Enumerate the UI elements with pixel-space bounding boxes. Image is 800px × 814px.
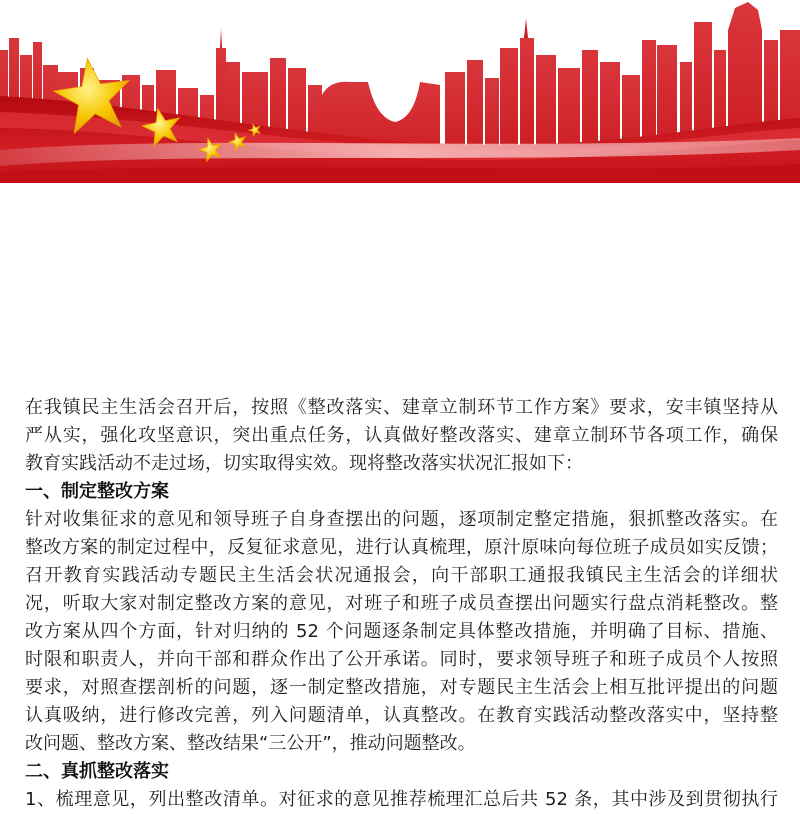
section-heading-1: 一、制定整改方案 xyxy=(25,481,169,502)
paragraph-line: 改方案从四个方面，针对归纳的 52 个问题逐条制定具体整改措施，并明确了目标、措施、 xyxy=(25,621,778,642)
intro-line: 严从实，强化攻坚意识，突出重点任务，认真做好整改落实、建章立制环节各项工作，确保 xyxy=(25,425,778,446)
paragraph-line: 针对收集征求的意见和领导班子自身查摆出的问题，逐项制定整定措施，狠抓整改落实。在 xyxy=(25,509,778,530)
paragraph-line: 要求，对照查摆剖析的问题，逐一制定整改措施，对专题民主生活会上相互批评提出的问题 xyxy=(25,677,778,698)
section-heading-2: 二、真抓整改落实 xyxy=(25,761,169,782)
header-banner xyxy=(0,0,800,183)
banner-graphic xyxy=(0,0,800,183)
intro-line: 在我镇民主生活会召开后，按照《整改落实、建章立制环节工作方案》要求，安丰镇坚持从 xyxy=(25,397,778,418)
paragraph-line: 召开教育实践活动专题民主生活会状况通报会，向干部职工通报我镇民主生活会的详细状 xyxy=(25,565,778,586)
paragraph-line: 况，听取大家对制定整改方案的意见，对班子和班子成员查摆出问题实行盘点消耗整改。整 xyxy=(25,593,778,614)
paragraph-line: 整改方案的制定过程中，反复征求意见，进行认真梳理，原汁原味向每位班子成员如实反馈； xyxy=(25,537,778,558)
document-body xyxy=(25,394,778,814)
intro-line: 教育实践活动不走过场，切实取得实效。现将整改落实状况汇报如下： xyxy=(25,453,583,474)
paragraph-line: 1、梳理意见，列出整改清单。对征求的意见推荐梳理汇总后共 52 条，其中涉及到贯彻执行 xyxy=(25,789,778,810)
paragraph-line: 认真吸纳，进行修改完善，列入问题清单，认真整改。在教育实践活动整改落实中，坚持整 xyxy=(25,705,778,726)
paragraph-line: 改问题、整改方案、整改结果“三公开”，推动问题整改。 xyxy=(25,733,476,754)
paragraph-line: 时限和职责人，并向干部和群众作出了公开承诺。同时，要求领导班子和班子成员个人按照 xyxy=(25,649,778,670)
